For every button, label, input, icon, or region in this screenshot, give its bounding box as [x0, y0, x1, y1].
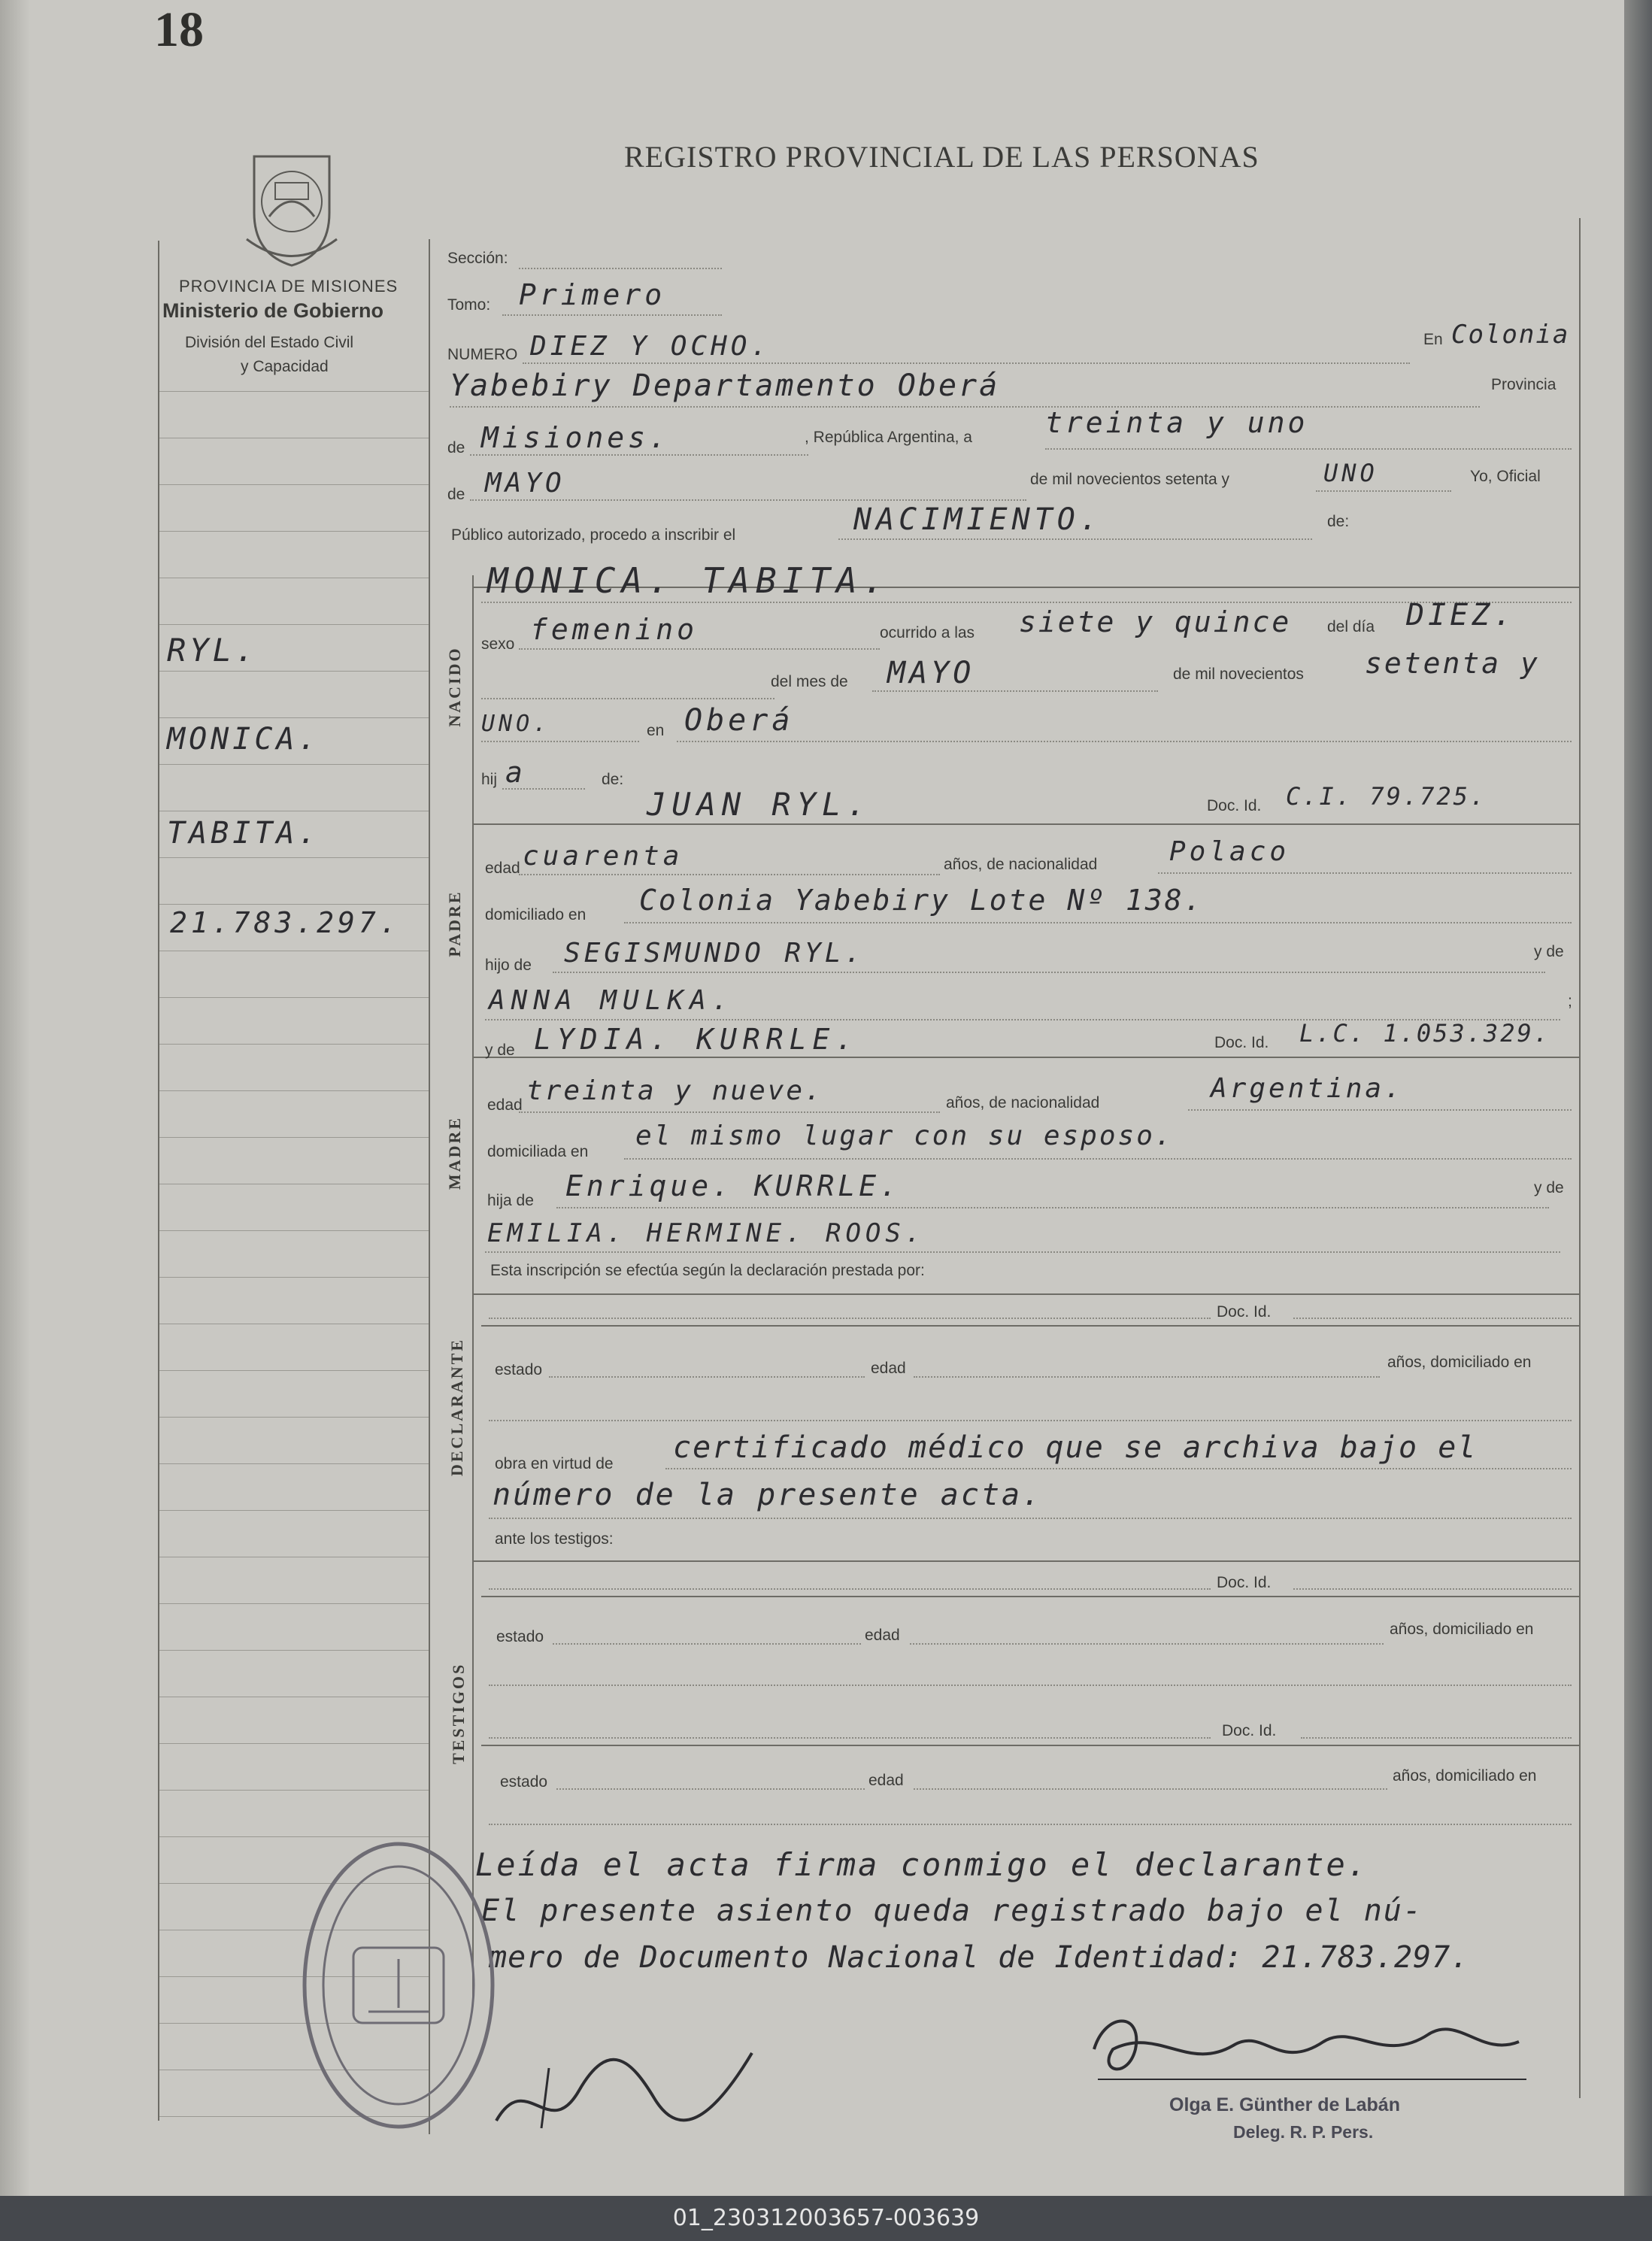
margin-ruled-line — [159, 391, 429, 392]
margin-first-name: MONICA. — [167, 722, 320, 757]
padre-father-line — [553, 972, 1545, 973]
page-number: 18 — [154, 2, 204, 57]
margin-ruled-line — [159, 1790, 429, 1791]
day-value: treinta y uno — [1045, 406, 1308, 439]
testigo1-rule — [481, 1596, 1579, 1597]
act-type-line — [838, 538, 1312, 540]
testigo2-edad-label: edad — [868, 1772, 904, 1789]
padre-nac-label: años, de nacionalidad — [944, 856, 1098, 873]
del-mes-label: del mes de — [771, 673, 848, 690]
de-label-2: de — [447, 486, 465, 503]
registry-title: REGISTRO PROVINCIAL DE LAS PERSONAS — [624, 140, 1259, 174]
year-line — [1316, 490, 1451, 492]
en-label: En — [1423, 331, 1443, 348]
padre-yde-label: y de — [1534, 943, 1564, 960]
tomo-line — [502, 314, 722, 316]
madre-nac-value: Argentina. — [1211, 1073, 1404, 1104]
madre-mother-value: EMILIA. HERMINE. ROOS. — [487, 1218, 926, 1248]
nacido-place-value: Oberá — [684, 703, 794, 738]
margin-ruled-line — [159, 1230, 429, 1231]
madre-nac-line — [1188, 1109, 1572, 1111]
madre-section-label: MADRE — [445, 1115, 464, 1190]
testigo1-edad-label: edad — [865, 1627, 900, 1644]
madre-top-rule — [472, 1057, 1579, 1058]
declarante-anos-label: años, domiciliado en — [1387, 1354, 1532, 1371]
margin-ruled-line — [159, 1650, 429, 1651]
mil-label: de mil novecientos — [1173, 666, 1304, 683]
place-value: Yabebiry Departamento Oberá — [450, 368, 1000, 403]
margin-ruled-line — [159, 997, 429, 998]
madre-father-line — [556, 1207, 1549, 1208]
scan-id: 01_230312003657-003639 — [672, 2205, 980, 2231]
margin-ruled-line — [159, 531, 429, 532]
madre-dom-label: domiciliada en — [487, 1143, 589, 1160]
madre-doc-value: L.C. 1.053.329. — [1299, 1019, 1550, 1048]
madre-dom-value: el mismo lugar con su esposo. — [635, 1120, 1174, 1151]
page-edge — [1624, 0, 1652, 2196]
oficial-label: Yo, Oficial — [1470, 468, 1541, 485]
madre-mother-line — [485, 1251, 1560, 1253]
de-label: de — [447, 439, 465, 456]
declarante-obra-label: obra en virtud de — [495, 1455, 614, 1472]
testigo1-dom-line — [489, 1685, 1572, 1686]
testigo2-anos-label: años, domiciliado en — [1393, 1767, 1537, 1785]
margin-ruled-line — [159, 671, 429, 672]
padre-edad-value: cuarenta — [523, 841, 684, 872]
month-line — [470, 499, 1026, 501]
madre-edad-value: treinta y nueve. — [526, 1075, 823, 1106]
testigo2-estado-line — [556, 1788, 865, 1790]
padre-nac-line — [1158, 872, 1572, 874]
madre-doc-label: Doc. Id. — [1214, 1034, 1269, 1051]
margin-ruled-line — [159, 1463, 429, 1464]
padre-doc-value: C.I. 79.725. — [1286, 782, 1487, 811]
sexo-line — [519, 648, 880, 650]
margin-ruled-line — [159, 1510, 429, 1511]
declarante-doc-line — [1293, 1318, 1572, 1319]
declarante-estado-label: estado — [495, 1361, 543, 1378]
padre-section-label: PADRE — [445, 890, 464, 957]
padre-mother-value: ANNA MULKA. — [489, 985, 735, 1016]
margin-ruled-line — [159, 1743, 429, 1744]
padre-edad-label: edad — [485, 860, 520, 877]
madre-nac-label: años, de nacionalidad — [946, 1094, 1100, 1111]
declarante-obra-value-2: número de la presente acta. — [493, 1478, 1043, 1512]
authority-division-1: División del Estado Civil — [185, 334, 354, 351]
nacido-section-label: NACIDO — [445, 646, 464, 727]
testigo1-doc-label: Doc. Id. — [1217, 1574, 1272, 1591]
sexo-label: sexo — [481, 635, 515, 653]
madre-yde-label: y de — [485, 1042, 515, 1059]
nacido-year-1: setenta y — [1365, 647, 1540, 680]
testigos-section-label: TESTIGOS — [449, 1662, 468, 1764]
margin-ruled-line — [159, 1090, 429, 1091]
nacido-en-label: en — [647, 722, 665, 739]
margin-ruled-line — [159, 624, 429, 625]
margin-ruled-line — [159, 1603, 429, 1604]
declarante-dom-line — [489, 1420, 1572, 1421]
nacido-day-value: DIEZ. — [1406, 598, 1516, 632]
declarante-estado-line — [549, 1376, 865, 1378]
declarante-top-rule — [472, 1293, 1579, 1295]
madre-dom-line — [624, 1158, 1572, 1160]
numero-label: NUMERO — [447, 346, 518, 363]
nacido-place-line — [677, 741, 1572, 742]
declarante-section-label: DECLARANTE — [447, 1337, 466, 1476]
nacido-month-line — [872, 690, 1158, 692]
padre-nac-value: Polaco — [1169, 836, 1290, 867]
numero-line — [523, 362, 1410, 364]
province-value: Misiones. — [481, 421, 670, 454]
form-right-rule — [1579, 218, 1581, 2098]
closing-line-3: mero de Documento Nacional de Identidad: 21.783.297. — [489, 1940, 1470, 1975]
testigo1-estado-line — [553, 1643, 861, 1645]
padre-father-value: SEGISMUNDO RYL. — [564, 938, 865, 969]
hour-value: siete y quince — [1019, 605, 1292, 638]
declarante-obra-line-2 — [489, 1518, 1572, 1519]
province-line — [470, 454, 808, 456]
margin-ruled-line — [159, 1370, 429, 1371]
seccion-label: Sección: — [447, 250, 508, 267]
year-prefix: de mil novecientos setenta y — [1030, 471, 1229, 488]
scan-id-bar — [0, 2196, 1652, 2241]
margin-ruled-line — [159, 1277, 429, 1278]
nacido-year-2: UNO. — [481, 711, 551, 737]
place-line — [450, 406, 1480, 408]
padre-dom-label: domiciliado en — [485, 906, 587, 923]
en-value: Colonia — [1451, 320, 1570, 350]
nacido-name: MONICA. TABITA. — [487, 560, 890, 601]
margin-ruled-line — [159, 484, 429, 485]
madre-hija-label: hija de — [487, 1192, 534, 1209]
testigo2-doc-label: Doc. Id. — [1222, 1722, 1277, 1739]
coat-of-arms-icon — [239, 141, 344, 269]
testigo2-estado-label: estado — [500, 1773, 548, 1791]
padre-dom-line — [624, 922, 1572, 923]
month-value: MAYO — [485, 468, 565, 499]
declarante-obra-line-1 — [665, 1468, 1572, 1469]
nacido-de-label: de: — [602, 771, 624, 788]
testigo1-estado-label: estado — [496, 1628, 544, 1645]
day-line — [1045, 448, 1572, 450]
testigo1-name-line — [489, 1588, 1211, 1590]
declarante-edad-label: edad — [871, 1360, 906, 1377]
testigos-top-rule — [472, 1560, 1579, 1562]
testigos-intro: ante los testigos: — [495, 1530, 614, 1548]
margin-dni: 21.783.297. — [170, 906, 401, 939]
authority-province: PROVINCIA DE MISIONES — [179, 277, 399, 296]
declarante-name-line — [489, 1318, 1211, 1319]
margin-ruled-line — [159, 904, 429, 905]
authority-ministry: Ministerio de Gobierno — [162, 299, 384, 322]
padre-hijo-label: hijo de — [485, 957, 532, 974]
madre-yde-label-2: y de — [1534, 1179, 1564, 1196]
madre-edad-line — [519, 1111, 940, 1113]
ocurrido-label: ocurrido a las — [880, 624, 975, 641]
nacido-row2-line — [481, 698, 774, 699]
testigo2-doc-line — [1301, 1737, 1572, 1739]
declarante-edad-line — [914, 1376, 1380, 1378]
padre-semicolon: ; — [1568, 993, 1572, 1010]
declarante-obra-value-1: certificado médico que se archiva bajo el — [673, 1430, 1478, 1465]
numero-value: DIEZ Y OCHO. — [530, 331, 771, 362]
witness-signature-icon — [481, 2038, 774, 2143]
seccion-line — [519, 268, 722, 269]
official-signature-icon — [1083, 2004, 1534, 2094]
margin-surname: RYL. — [167, 632, 259, 669]
padre-name: JUAN RYL. — [647, 786, 872, 823]
testigo2-rule — [481, 1745, 1579, 1746]
margin-left-rule — [158, 241, 159, 2121]
testigo2-edad-line — [914, 1788, 1387, 1790]
declarante-rule-2 — [481, 1325, 1579, 1327]
margin-ruled-line — [159, 717, 429, 718]
del-dia-label: del día — [1327, 618, 1375, 635]
section-label-rule — [472, 575, 474, 1997]
testigo2-name-line — [489, 1737, 1211, 1739]
testigo1-anos-label: años, domiciliado en — [1390, 1621, 1534, 1638]
margin-second-name: TABITA. — [167, 816, 320, 851]
testigo1-edad-line — [910, 1643, 1384, 1645]
margin-ruled-line — [159, 1417, 429, 1418]
madre-name: LYDIA. KURRLE. — [534, 1023, 859, 1056]
padre-doc-label: Doc. Id. — [1207, 797, 1262, 814]
closing-line-2: El presente asiento queda registrado bajo el nú- — [481, 1894, 1423, 1928]
year-value: UNO — [1323, 459, 1378, 487]
authority-division-2: y Capacidad — [241, 358, 329, 375]
margin-ruled-line — [159, 1044, 429, 1045]
padre-edad-line — [519, 874, 940, 875]
hij-value: a — [505, 756, 526, 789]
de-label-3: de: — [1327, 513, 1350, 530]
padre-top-rule — [472, 823, 1579, 825]
hij-line — [502, 788, 585, 790]
testigo2-dom-line — [489, 1824, 1572, 1825]
provincia-label: Provincia — [1491, 376, 1557, 393]
nacido-month-value: MAYO — [887, 656, 975, 690]
official-stamp-icon — [297, 1835, 500, 2136]
padre-dom-value: Colonia Yabebiry Lote Nº 138. — [639, 884, 1204, 917]
tomo-value: Primero — [519, 278, 666, 311]
act-type: NACIMIENTO. — [853, 502, 1102, 537]
closing-line-1: Leída el acta firma conmigo el declarante. — [475, 1846, 1369, 1883]
declarante-doc-label: Doc. Id. — [1217, 1303, 1272, 1321]
hij-label: hij — [481, 771, 498, 788]
sexo-value: femenino — [530, 613, 699, 646]
signatory-title: Deleg. R. P. Pers. — [1233, 2122, 1374, 2142]
tomo-label: Tomo: — [447, 296, 491, 314]
signatory-name: Olga E. Günther de Labán — [1169, 2094, 1400, 2115]
declarante-intro: Esta inscripción se efectúa según la declaración prestada por: — [490, 1262, 925, 1279]
testigo1-doc-line — [1293, 1588, 1572, 1590]
margin-ruled-line — [159, 764, 429, 765]
nacido-year-2-line — [481, 741, 639, 742]
margin-ruled-line — [159, 857, 429, 858]
book-spine-shadow — [0, 0, 30, 2196]
republica-label: , República Argentina, a — [805, 429, 972, 446]
madre-father-value: Enrique. KURRLE. — [565, 1169, 902, 1202]
margin-ruled-line — [159, 1137, 429, 1138]
publico-label: Público autorizado, procedo a inscribir el — [451, 526, 736, 544]
madre-edad-label: edad — [487, 1096, 523, 1114]
